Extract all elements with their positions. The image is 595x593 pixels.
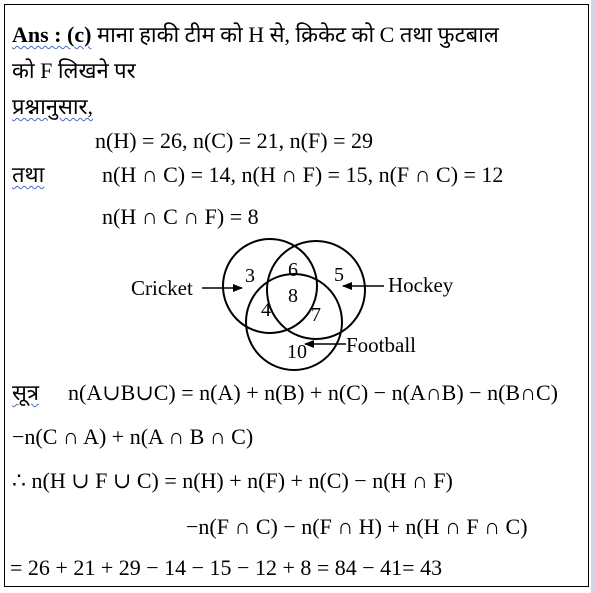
tatha-label: तथा (12, 162, 45, 187)
answer-text-2: को F लिखने पर (12, 58, 136, 83)
answer-text-1: माना हाकी टीम को H से, क्रिकेट को C तथा फुटबाल (96, 22, 499, 47)
cricket-label: Cricket (131, 276, 193, 300)
application-line-1: ∴ n(H ∪ F ∪ C) = n(H) + n(F) + n(C) − n(H ∩ F) (12, 468, 453, 493)
region-football-only: 10 (287, 341, 307, 363)
prashna-label: प्रश्नानुसार, (12, 94, 94, 119)
application-line-2: −n(F ∩ C) − n(F ∩ H) + n(H ∩ F ∩ C) (186, 514, 528, 539)
pair-counts: n(H ∩ C) = 14, n(H ∩ F) = 15, n(F ∩ C) = 12 (102, 162, 504, 187)
answer-label: Ans : (c) (12, 22, 92, 47)
region-cricket-football: 4 (261, 299, 271, 321)
hockey-label: Hockey (388, 273, 454, 297)
region-cricket-only: 3 (245, 265, 255, 287)
region-center: 8 (288, 285, 298, 307)
sutra-label: सूत्र (12, 380, 40, 405)
formula-line-1: n(A∪B∪C) = n(A) + n(B) + n(C) − n(A∩B) − n(B∩C) (68, 380, 558, 405)
formula-line-2: −n(C ∩ A) + n(A ∩ B ∩ C) (12, 424, 254, 449)
football-label: Football (346, 333, 417, 357)
given-counts: n(H) = 26, n(C) = 21, n(F) = 29 (95, 128, 373, 153)
result-line: = 26 + 21 + 29 − 14 − 15 − 12 + 8 = 84 − 41= 43 (10, 555, 443, 580)
region-hockey-only: 5 (334, 264, 344, 286)
triple-count: n(H ∩ C ∩ F) = 8 (102, 204, 259, 229)
region-hockey-football: 7 (311, 304, 321, 326)
region-cricket-hockey: 6 (288, 259, 298, 281)
